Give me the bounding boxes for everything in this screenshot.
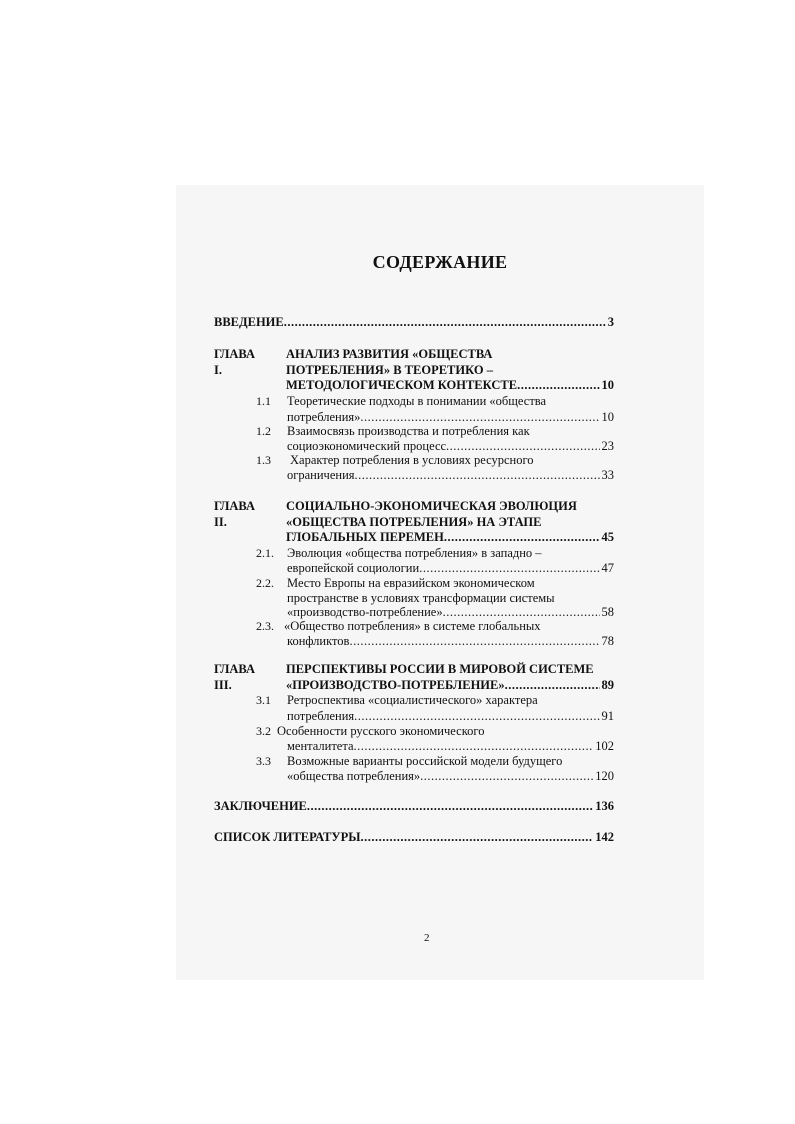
section-title-last: «общества потребления» ..... 120 [287,768,614,784]
chapter-2-title-last: ГЛОБАЛЬНЫХ ПЕРЕМЕН ..... 45 [286,529,614,545]
section-number: 2.1. [256,546,274,560]
section-title-line: Взаимосвязь производства и потребления как [287,424,530,438]
section-page: 47 [601,561,614,575]
section-number: 1.3 [256,453,271,467]
section-title-line: «Общество потребления» в системе глобальных [284,619,541,633]
page-number: 2 [424,932,430,944]
toc-conclusion [214,798,614,814]
section-number: 3.1 [256,693,271,707]
toc-intro-page: 3 [607,315,614,329]
chapter-3-page: 89 [601,678,614,692]
chapter-2-title-line: СОЦИАЛЬНО-ЭКОНОМИЧЕСКАЯ ЭВОЛЮЦИЯ [286,499,577,513]
leader-dots [505,677,600,693]
chapter-2-page: 45 [601,530,614,544]
leader-dots [349,633,599,649]
leader-dots [307,798,593,814]
section-number: 1.2 [256,424,271,438]
chapter-1-page: 10 [601,378,614,392]
section-title-line: Место Европы на евразийском экономическом [287,576,535,590]
section-page: 120 [595,769,614,783]
section-title-last: «производство-потребление» ..... 58 [287,604,614,620]
leader-dots [354,708,599,724]
leader-dots [419,560,599,576]
toc-intro [214,314,614,330]
section-title-line: Ретроспектива «социалистического» характера [287,693,538,707]
leader-dots [284,314,606,330]
section-title-line: Эволюция «общества потребления» в западно – [287,546,542,560]
section-title-line: пространстве в условиях трансформации системы [287,591,555,605]
chapter-2-title-line: «ОБЩЕСТВА ПОТРЕБЛЕНИЯ» НА ЭТАПЕ [286,515,542,529]
chapter-1-title-line: АНАЛИЗ РАЗВИТИЯ «ОБЩЕСТВА [286,347,493,361]
chapter-1-title-last: МЕТОДОЛОГИЧЕСКОМ КОНТЕКСТЕ ..... 10 [286,377,614,393]
section-title-line: Характер потребления в условиях ресурсного [290,453,534,467]
leader-dots [354,738,594,754]
section-title-last: потребления ..... 91 [287,708,614,724]
section-number: 3.2 [256,724,271,738]
leader-dots [517,377,599,393]
toc-conclusion-label: ЗАКЛЮЧЕНИЕ [214,799,307,813]
section-title-last: европейской социологии ..... 47 [287,560,614,576]
section-page: 91 [601,709,614,723]
toc-bibliography-label: СПИСОК ЛИТЕРАТУРЫ [214,830,361,844]
section-title-last: менталитета ..... 102 [287,738,614,754]
section-page: 10 [601,410,614,424]
leader-dots [444,529,600,545]
section-title-last: конфликтов ..... 78 [287,633,614,649]
chapter-3-title-last: «ПРОИЗВОДСТВО-ПОТРЕБЛЕНИЕ» ..... 89 [286,677,614,693]
toc-bibliography [214,829,614,845]
chapter-1-title-line: ПОТРЕБЛЕНИЯ» В ТЕОРЕТИКО – [286,363,493,377]
leader-dots [355,467,600,483]
chapter-3-label: ГЛАВА III. [214,662,255,692]
section-page: 58 [601,605,614,619]
section-page: 23 [601,439,614,453]
page-title: СОДЕРЖАНИЕ [372,252,508,272]
section-title-last: потребления» ..... 10 [287,409,614,425]
section-title-line: Возможные варианты российской модели будущего [287,754,563,768]
section-page: 78 [601,634,614,648]
leader-dots [420,768,593,784]
toc-bibliography-page: 142 [595,830,614,844]
section-page: 102 [595,739,614,753]
chapter-2-label: ГЛАВА II. [214,499,255,529]
section-number: 3.3 [256,754,271,768]
toc-conclusion-page: 136 [595,799,614,813]
section-title-line: Теоретические подходы в понимании «общества [287,394,547,408]
section-title-last: ограничения ..... 33 [287,467,614,483]
section-title-line: Особенности русского экономического [277,724,485,738]
section-number: 2.2. [256,576,274,590]
section-number: 1.1 [256,394,271,408]
section-title-last: социоэкономический процесс ..... 23 [287,438,614,454]
section-number: 2.3. [256,619,274,633]
toc-intro-label: ВВЕДЕНИЕ [214,315,284,329]
leader-dots [361,829,594,845]
chapter-1-label: ГЛАВА I. [214,347,255,377]
section-page: 33 [601,468,614,482]
chapter-3-title-line: ПЕРСПЕКТИВЫ РОССИИ В МИРОВОЙ СИСТЕМЕ [286,662,594,676]
